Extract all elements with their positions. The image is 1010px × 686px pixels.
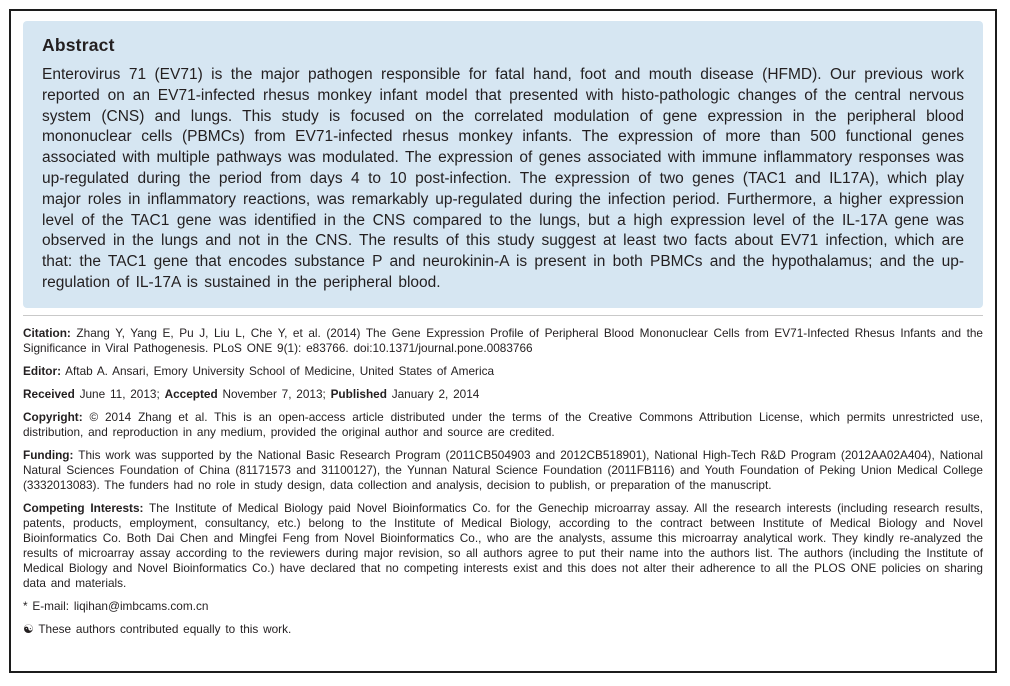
email-address[interactable]: E-mail: liqihan@imbcams.com.cn bbox=[32, 598, 209, 613]
email-paragraph bbox=[23, 599, 983, 614]
dates-paragraph bbox=[23, 387, 983, 402]
abstract-text: Enterovirus 71 (EV71) is the major pathogen responsible for fatal hand, foot and mouth disease (HFMD). Our previous work reported on an EV71-infected rhesus monkey infant model that presented with histo-pathologic changes of the central nervous system (CNS) and lungs. This study is focused on the correlated modulation of gene expression in the peripheral blood mononuclear cells (PBMCs) from EV71-infected rhesus monkey infants. The expression of more than 500 functional genes associated with multiple pathways was modulated. The expression of genes associated with immune inflammatory responses was up-regulated during the period from days 4 to 10 post-infection. The expression of two genes (TAC1 and IL17A), which play major roles in inflammatory reactions, was remarkably up-regulated during the infection period. Furthermore, a higher expression level of the TAC1 gene was identified in the CNS compared to the lungs, but a high expression level of the IL-17A gene was observed in the lungs and not in the CNS. The results of this study suggest at least two facts about EV71 infection, which are that: the TAC1 gene that encodes substance P and neurokinin-A is present in both PBMCs and the hypothalamus; and the up-regulation of IL-17A is sustained in the peripheral blood. bbox=[42, 66, 964, 291]
article-front-matter-frame bbox=[9, 9, 997, 673]
email-marker: * bbox=[23, 598, 33, 613]
article-metadata bbox=[23, 326, 983, 637]
equal-contribution-text: These authors contributed equally to this work. bbox=[33, 621, 292, 636]
equal-contribution-paragraph bbox=[23, 622, 983, 637]
abstract-panel bbox=[23, 21, 983, 308]
copyright-text: © 2014 Zhang et al. This is an open-access article distributed under the terms of the Creative Commons Attribution License, which permits unrestricted use, distribution, and reproduction in any medium, provided the original author and source are credited. bbox=[23, 409, 983, 439]
received-label: Received bbox=[23, 386, 75, 401]
accepted-label: Accepted bbox=[164, 386, 218, 401]
funding-paragraph bbox=[23, 448, 983, 493]
funding-text: This work was supported by the National Basic Research Program (2011CB504903 and 2012CB518901), National High-Tech R&D Program (2012AA02A404), National Natural Sciences Foundation of China (81171573 and 31100127), the Yunnan Natural Science Foundation (2011FB116) and Youth Foundation of Peking Union Medical College (3332013083). The funders had no role in study design, data collection and analysis, decision to publish, or preparation of the manuscript. bbox=[23, 447, 983, 492]
copyright-paragraph bbox=[23, 410, 983, 440]
funding-label: Funding: bbox=[23, 447, 74, 462]
copyright-label: Copyright: bbox=[23, 409, 83, 424]
citation-label: Citation: bbox=[23, 325, 71, 340]
citation-text: Zhang Y, Yang E, Pu J, Liu L, Che Y, et al. (2014) The Gene Expression Profile of Peripheral Blood Mononuclear Cells from EV71-Infected Rhesus Infants and the Significance in Viral Pathogenesis. PLoS ONE 9(1): e83766. doi:10.1371/journal.pone.0083766 bbox=[23, 325, 983, 355]
editor-text: Aftab A. Ansari, Emory University School of Medicine, United States of America bbox=[61, 363, 495, 378]
abstract-title: Abstract bbox=[42, 35, 115, 55]
competing-interests-label: Competing Interests: bbox=[23, 500, 144, 515]
citation-paragraph bbox=[23, 326, 983, 356]
published-label: Published bbox=[330, 386, 387, 401]
editor-label: Editor: bbox=[23, 363, 62, 378]
competing-interests-paragraph bbox=[23, 501, 983, 591]
editor-paragraph bbox=[23, 364, 983, 379]
abstract-metadata-divider bbox=[23, 315, 983, 316]
accepted-date: November 7, 2013; bbox=[217, 386, 331, 401]
competing-interests-text: The Institute of Medical Biology paid Novel Bioinformatics Co. for the Genechip microarray assay. All the research interests (including research results, patents, products, employment, consultancy, etc.) belong to the Institute of Medical Biology, according to the contract between Institute of Medical Biology and Novel Bioinformatics Co. Both Dai Chen and Mingfei Feng from Novel Bioinformatics Co., who are the analysts, assume this microarray analytical work. They kindly re-analyzed the results of microarray assay according to the reviewers during major revision, so all authors agree to put their name into the authors list. The authors (including the Institute of Medical Biology and Novel Bioinformatics Co.) have declared that no competing interests exist and this does not alter their adherence to all the PLOS ONE policies on sharing data and materials. bbox=[23, 500, 983, 590]
equal-contribution-icon: ☯ bbox=[23, 621, 34, 636]
published-date: January 2, 2014 bbox=[386, 386, 480, 401]
received-date: June 11, 2013; bbox=[74, 386, 165, 401]
